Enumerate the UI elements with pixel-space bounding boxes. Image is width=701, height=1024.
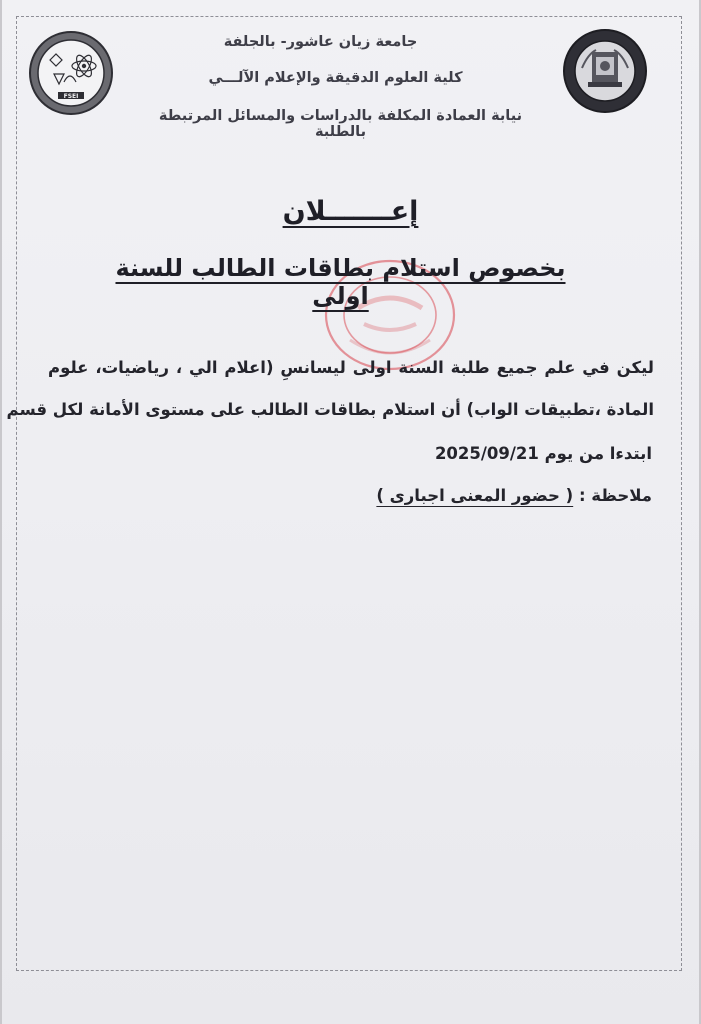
university-logo <box>562 28 648 114</box>
svg-text:FSEI: FSEI <box>63 93 79 100</box>
announcement-title: إعـــــــلان <box>282 196 419 227</box>
note-value: ( حضور المعنى اجبارى ) <box>376 486 574 505</box>
note-label: ملاحظة : <box>578 486 652 505</box>
faculty-name: كلية العلوم الدقيقة والإعلام الآلـــي <box>208 70 463 86</box>
announcement-subtitle: بخصوص استلام بطاقات الطالب للسنة اولى <box>115 254 566 310</box>
start-date-prefix: ابتدءا من يوم <box>544 444 652 463</box>
deanery-name: نيابة العمادة المكلفة بالدراسات والمسائل المرتبطة بالطلبة <box>158 108 523 140</box>
body-line-1: ليكن في علم جميع طلبة السنة اولى ليسانسِ (اعلام الي ، رياضيات، علوم <box>48 358 654 377</box>
document-page <box>2 0 699 1024</box>
note-line <box>48 486 652 505</box>
start-date: 2025/09/21 <box>434 444 539 463</box>
faculty-logo <box>28 30 114 116</box>
body-line-2: المادة ،تطبيقات الواب) أن استلام بطاقات الطالب على مستوى الأمانة لكل قسم <box>6 400 654 419</box>
body-line-3 <box>48 444 652 463</box>
university-name: جامعة زيان عاشور- بالجلفة <box>223 34 418 50</box>
